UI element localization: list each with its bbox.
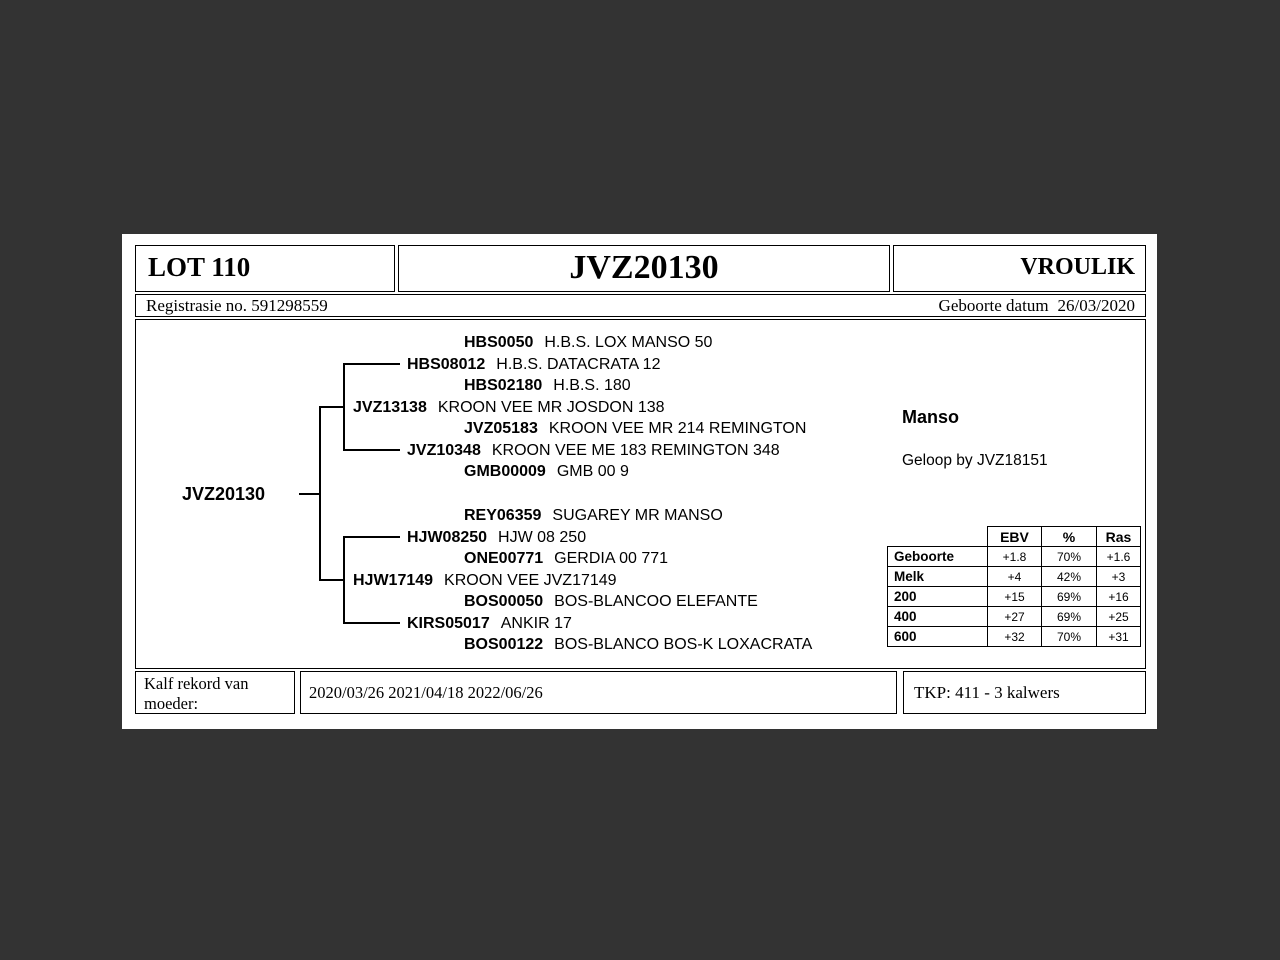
ebv-header-ebv: EBV [988,527,1042,547]
ebv-value: +1.8 [988,547,1042,567]
pedigree-row-sire [353,398,665,418]
animal-name: GMB 00 9 [556,463,629,480]
pedigree-connector [343,536,345,624]
pedigree-row-dam [353,571,617,591]
pedigree-row [407,528,586,548]
tkp-value: TKP: 411 - 3 kalwers [914,682,1060,702]
ebv-accuracy: 69% [1042,587,1097,607]
lot-card [122,234,1157,729]
animal-code: HJW08250 [407,528,488,546]
birth-date-group [930,296,1135,316]
ebv-row [888,627,1141,647]
ebv-table [887,526,1141,647]
run-with-note: Geloop by JVZ18151 [902,452,1048,469]
animal-code: JVZ13138 [353,398,427,416]
pedigree-row [464,333,712,353]
ebv-header-pct: % [1042,527,1097,547]
animal-name: KROON VEE MR JOSDON 138 [437,398,665,416]
pedigree-row [464,419,806,439]
sex-label: VROULIK [1020,254,1135,280]
pedigree-row [407,441,780,461]
pedigree-connector [299,493,321,495]
pedigree-connector [343,449,400,451]
ebv-value: +4 [988,567,1042,587]
ebv-row [888,607,1141,627]
ebv-row-label: 400 [888,607,988,627]
animal-name: H.B.S. DATACRATA 12 [496,355,661,373]
animal-name: H.B.S. 180 [553,377,631,394]
pedigree-row [407,614,572,634]
animal-id: JVZ20130 [569,249,719,286]
pedigree-connector [343,622,400,624]
tkp-box [903,671,1146,714]
ebv-row [888,567,1141,587]
animal-code: BOS00050 [464,593,544,610]
animal-code: REY06359 [464,507,542,524]
ebv-breed-avg: +1.6 [1097,547,1141,567]
pedigree-connector [319,579,345,581]
animal-name: KROON VEE ME 183 REMINGTON 348 [491,441,780,459]
animal-name: BOS-BLANCO BOS-K LOXACRATA [554,636,813,653]
pedigree-row [464,376,631,396]
pedigree-connector [343,363,400,365]
calf-record-dates-box [300,671,897,714]
ebv-accuracy: 70% [1042,547,1097,567]
animal-code: HJW17149 [353,571,434,589]
breed-name: Manso [902,407,960,427]
ebv-accuracy: 69% [1042,607,1097,627]
ebv-value: +27 [988,607,1042,627]
calf-record-label-box [135,671,295,714]
ebv-header-row [888,527,1141,547]
ebv-header-blank [888,527,988,547]
animal-code: ONE00771 [464,550,544,567]
animal-id-box [398,245,890,292]
pedigree-row [464,635,812,655]
animal-name: GERDIA 00 771 [554,550,669,567]
pedigree-connector [319,406,345,408]
sex-box [893,245,1146,292]
ebv-value: +15 [988,587,1042,607]
calf-record-dates: 2020/03/26 2021/04/18 2022/06/26 [309,682,543,702]
ebv-row [888,587,1141,607]
animal-code: JVZ05183 [464,420,538,437]
pedigree-row [464,462,629,482]
pedigree-row [407,355,660,375]
pedigree-row [464,506,723,526]
animal-code: HBS08012 [407,355,486,373]
ebv-row-label: Melk [888,567,988,587]
ebv-row-label: Geboorte [888,547,988,567]
registration-row [135,294,1146,317]
ebv-breed-avg: +25 [1097,607,1141,627]
birth-date-label: Geboorte datum [938,295,1049,315]
pedigree-row [464,549,668,569]
animal-code: KIRS05017 [407,614,490,632]
calf-record-label: Kalf rekord van moeder: [144,674,249,713]
pedigree-box [135,319,1146,669]
ebv-breed-avg: +16 [1097,587,1141,607]
animal-code: GMB00009 [464,463,546,480]
pedigree-connector [319,406,321,581]
birth-date-value: 26/03/2020 [1057,295,1135,315]
registration-number: Registrasie no. 591298559 [146,295,328,315]
ebv-breed-avg: +3 [1097,567,1141,587]
animal-name: HJW 08 250 [498,528,587,546]
animal-name: SUGAREY MR MANSO [552,507,723,524]
ebv-accuracy: 42% [1042,567,1097,587]
animal-name: BOS-BLANCOO ELEFANTE [554,593,758,610]
animal-name: KROON VEE MR 214 REMINGTON [548,420,807,437]
pedigree-connector [343,536,400,538]
ebv-row-label: 200 [888,587,988,607]
animal-code: HBS02180 [464,377,543,394]
animal-name: KROON VEE JVZ17149 [444,571,617,589]
animal-code: HBS0050 [464,334,534,351]
ebv-header-ras: Ras [1097,527,1141,547]
animal-code: BOS00122 [464,636,544,653]
animal-name: ANKIR 17 [500,614,572,632]
ebv-breed-avg: +31 [1097,627,1141,647]
pedigree-root-label: JVZ20130 [182,484,266,504]
ebv-value: +32 [988,627,1042,647]
pedigree-row [464,592,758,612]
lot-number-box [135,245,395,292]
ebv-row [888,547,1141,567]
ebv-row-label: 600 [888,627,988,647]
animal-name: H.B.S. LOX MANSO 50 [544,334,713,351]
lot-number: LOT 110 [148,252,251,282]
pedigree-connector [343,363,345,451]
animal-code: JVZ10348 [407,441,481,459]
ebv-accuracy: 70% [1042,627,1097,647]
